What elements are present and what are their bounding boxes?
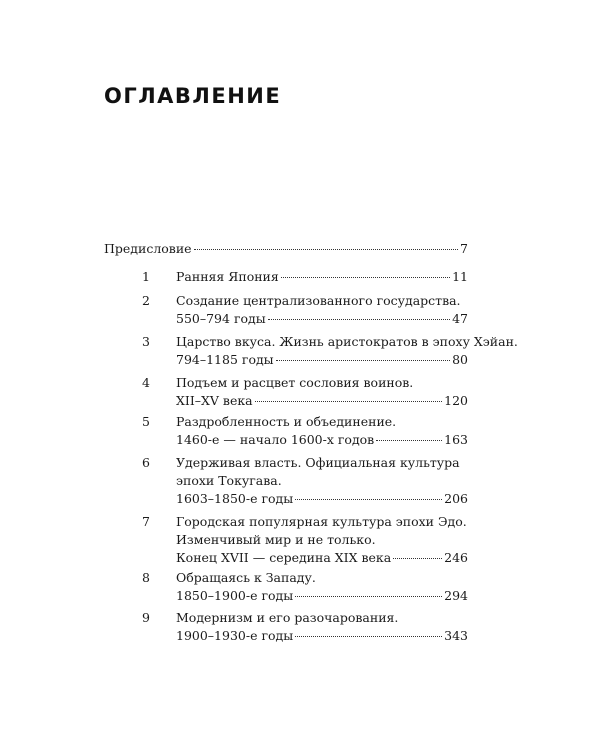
toc-page-number: 11 [452,269,468,284]
toc-page-number: 120 [444,393,468,408]
dot-leader [393,558,442,559]
chapter-number: 9 [142,610,150,625]
toc-page-number: 7 [460,241,468,256]
toc-entry-title: Царство вкуса. Жизнь аристократов в эпоху Хэйан. [176,334,518,349]
chapter-number: 1 [142,269,150,284]
dot-leader [255,401,443,402]
toc-page-number: 294 [444,588,468,603]
chapter-number: 5 [142,414,150,429]
toc-page-number: 246 [444,550,468,565]
dot-leader [295,596,442,597]
toc-entry-subtitle: 1900–1930-е годы [176,628,294,643]
dot-leader [268,319,450,320]
toc-entry-chapter-8[interactable] [176,569,468,605]
chapter-number: 6 [142,455,150,470]
toc-entry-title-continued: Изменчивый мир и не только. [176,532,376,547]
toc-entry-title: Подъем и расцвет сословия воинов. [176,375,414,390]
toc-entry-title: Обращаясь к Западу. [176,570,316,585]
toc-entry-chapter-3[interactable] [176,333,518,369]
toc-entry-title: Удерживая власть. Официальная культура [176,455,460,470]
dot-leader [276,360,450,361]
dot-leader [295,499,442,500]
toc-entry-chapter-4[interactable] [176,374,468,410]
toc-entry-title: Городская популярная культура эпохи Эдо. [176,514,467,529]
toc-entry-title: Создание централизованного государства. [176,293,461,308]
toc-entry-chapter-6[interactable] [176,454,468,508]
toc-entry-title: Раздробленность и объединение. [176,414,397,429]
chapter-number: 4 [142,375,150,390]
toc-page-number: 343 [444,628,468,643]
toc-page-number: 163 [444,432,468,447]
toc-page-number: 47 [452,311,468,326]
toc-entry-title: Ранняя Япония [176,269,279,284]
toc-entry-title: Предисловие [104,241,192,256]
toc-entry-chapter-2[interactable] [176,292,468,328]
chapter-number: 2 [142,293,150,308]
toc-entry-preface[interactable] [104,240,468,258]
chapter-number: 8 [142,570,150,585]
toc-entry-subtitle: 794–1185 годы [176,352,274,367]
toc-page-number: 206 [444,491,468,506]
toc-entry-chapter-1[interactable] [176,268,468,286]
dot-leader [194,249,458,250]
toc-entry-title: Модернизм и его разочарования. [176,610,399,625]
chapter-number: 7 [142,514,150,529]
toc-entry-subtitle: 1603–1850-е годы [176,491,294,506]
toc-page-number: 80 [452,352,468,367]
dot-leader [295,636,442,637]
toc-entry-subtitle: 1460-е — начало 1600-х годов [176,432,375,447]
toc-entry-subtitle: 1850–1900-е годы [176,588,294,603]
toc-entry-chapter-5[interactable] [176,413,468,449]
dot-leader [281,277,450,278]
toc-entry-subtitle: 550–794 годы [176,311,266,326]
toc-entry-subtitle: Конец XVII — середина XIX века [176,550,392,565]
toc-entry-chapter-9[interactable] [176,609,468,645]
page-title: ОГЛАВЛЕНИЕ [104,84,282,108]
toc-entry-title-continued: эпохи Токугава. [176,473,282,488]
dot-leader [376,440,442,441]
toc-entry-chapter-7[interactable] [176,513,468,567]
toc-entry-subtitle: XII–XV века [176,393,253,408]
chapter-number: 3 [142,334,150,349]
